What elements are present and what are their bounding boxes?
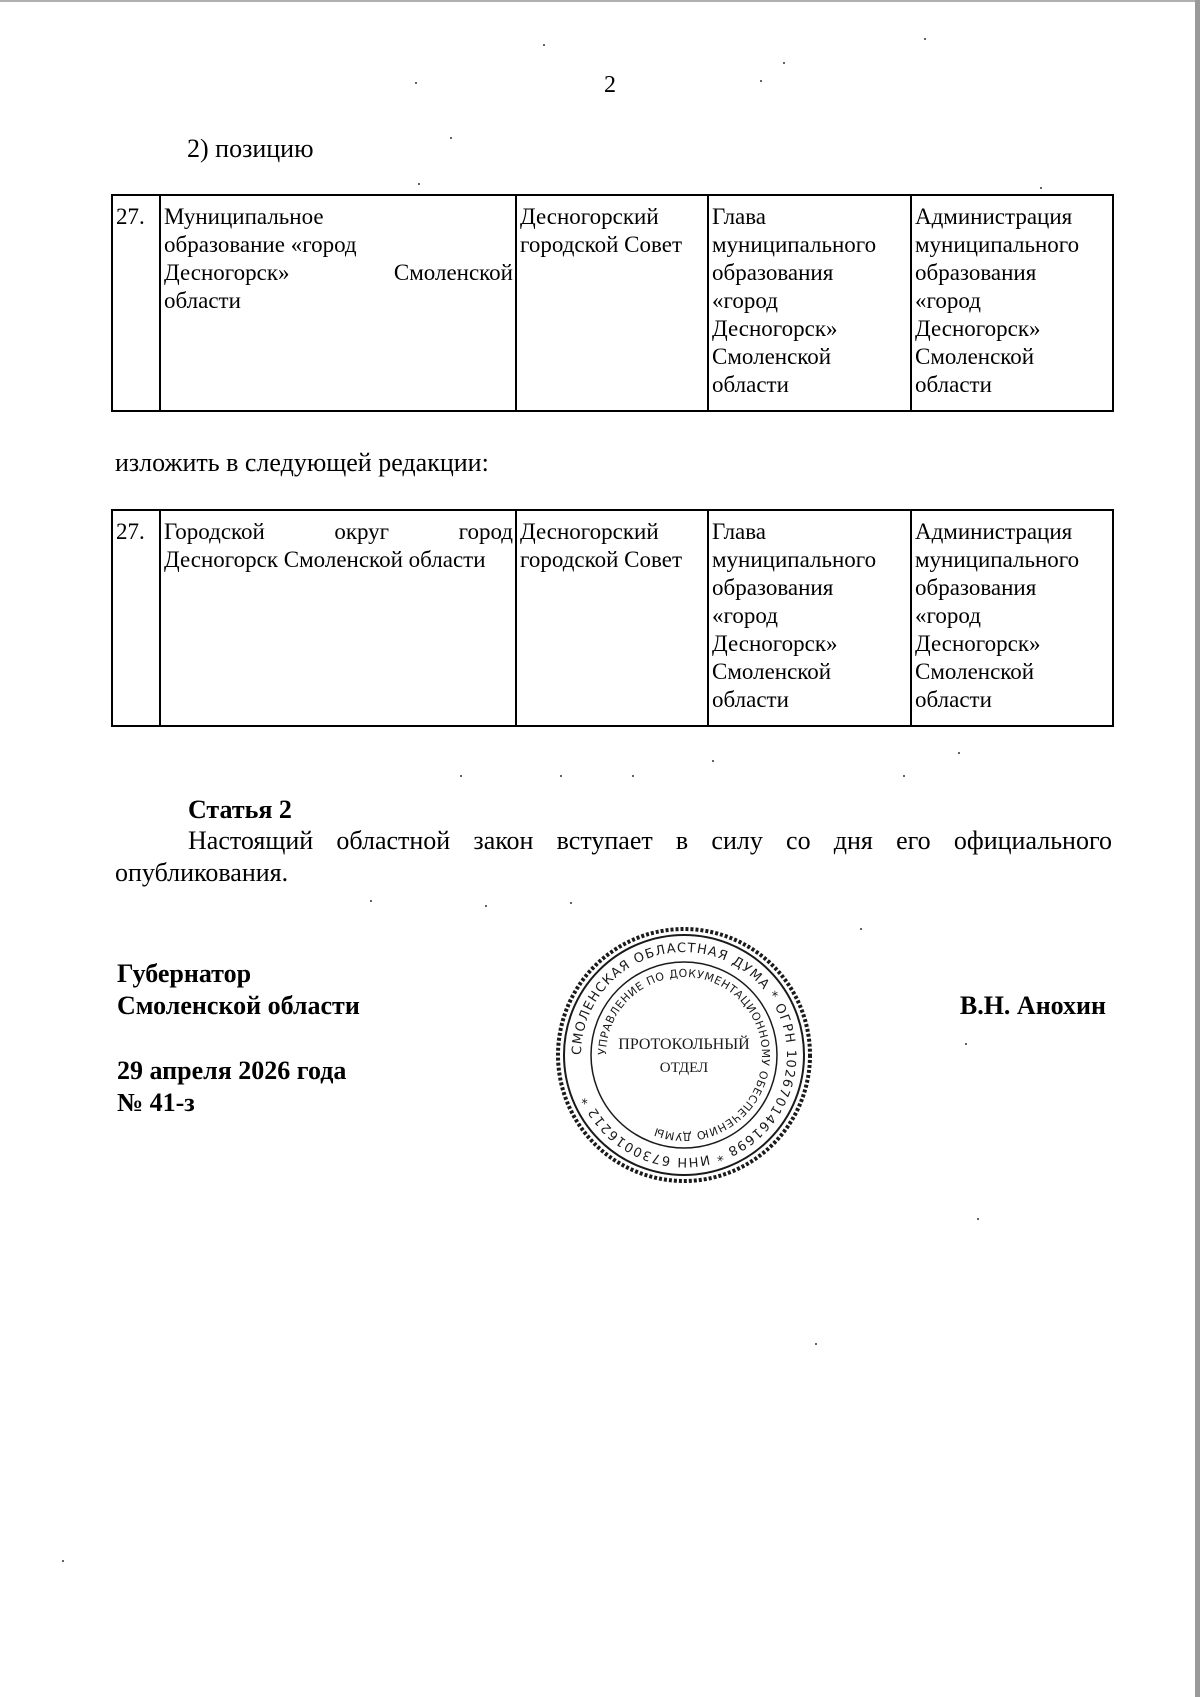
scan-speck	[485, 905, 487, 907]
signature-title-line2: Смоленской области	[117, 991, 360, 1020]
article-text: Настоящий областной закон вступает в силу со дня его официального опубликования.	[115, 826, 1112, 887]
cell-council: Десногорский городской Совет	[516, 510, 708, 726]
scan-speck	[760, 80, 762, 82]
signature-number: № 41-з	[117, 1088, 195, 1117]
seal-center-line1: ПРОТОКОЛЬНЫЙ	[618, 1036, 750, 1053]
intro-text: 2) позицию	[187, 134, 314, 163]
scan-speck	[460, 775, 462, 777]
scan-speck	[924, 38, 926, 40]
scan-speck	[860, 928, 862, 930]
scan-speck	[903, 775, 905, 777]
scan-speck	[62, 1560, 64, 1562]
svg-text:УПРАВЛЕНИЕ ПО ДОКУМЕНТАЦИОННОМ	[596, 967, 772, 1143]
table-row	[112, 510, 1113, 726]
cell-administration: Администрация муниципального образования «город Десногорск» Смоленской области	[911, 510, 1113, 726]
scan-speck	[1040, 187, 1042, 189]
scan-speck	[370, 900, 372, 902]
scan-speck	[450, 137, 452, 139]
table-old-position	[111, 194, 1114, 412]
cell-number: 27.	[112, 510, 160, 726]
scan-speck	[712, 760, 714, 762]
signature-name: В.Н. Анохин	[959, 991, 1106, 1020]
scan-speck	[965, 1043, 967, 1045]
cell-head: Глава муниципального образования «город Десногорск» Смоленской области	[708, 195, 911, 411]
official-seal	[553, 924, 815, 1186]
scan-speck	[958, 752, 960, 754]
seal-outer-text: СМОЛЕНСКАЯ ОБЛАСТНАЯ ДУМА * ОГРН 1026701461698 * ИНН 6730016212 *	[569, 940, 799, 1170]
cell-head: Глава муниципального образования «город Десногорск» Смоленской области	[708, 510, 911, 726]
scan-speck	[977, 1218, 979, 1220]
scan-speck	[418, 183, 420, 185]
signature-date: 29 апреля 2026 года	[117, 1056, 347, 1085]
cell-municipality: Муниципальное образование «город Десногорск» Смоленской области	[160, 195, 516, 411]
scan-speck	[543, 44, 545, 46]
cell-number: 27.	[112, 195, 160, 411]
table-new-position	[111, 509, 1114, 727]
seal-inner-text: УПРАВЛЕНИЕ ПО ДОКУМЕНТАЦИОННОМУ ОБЕСПЕЧЕНИЮ ДУМЫ	[595, 966, 773, 1144]
page-number: 2	[604, 72, 616, 98]
cell-municipality: Городской округ город Десногорск Смоленской области	[160, 510, 516, 726]
scan-speck	[560, 775, 562, 777]
scan-speck	[570, 902, 572, 904]
table-row	[112, 195, 1113, 411]
scan-speck	[632, 775, 634, 777]
transition-text: изложить в следующей редакции:	[115, 448, 489, 477]
scan-speck	[415, 82, 417, 84]
cell-administration: Администрация муниципального образования «город Десногорск» Смоленской области	[911, 195, 1113, 411]
page-edge-top	[0, 0, 1200, 2]
seal-center-line2: ОТДЕЛ	[659, 1060, 709, 1076]
cell-council: Десногорский городской Совет	[516, 195, 708, 411]
signature-title-line1: Губернатор	[117, 959, 252, 988]
scan-speck	[783, 62, 785, 64]
scan-speck	[815, 1343, 817, 1345]
page-edge-right	[1195, 0, 1200, 1697]
article-heading: Статья 2	[188, 795, 292, 824]
